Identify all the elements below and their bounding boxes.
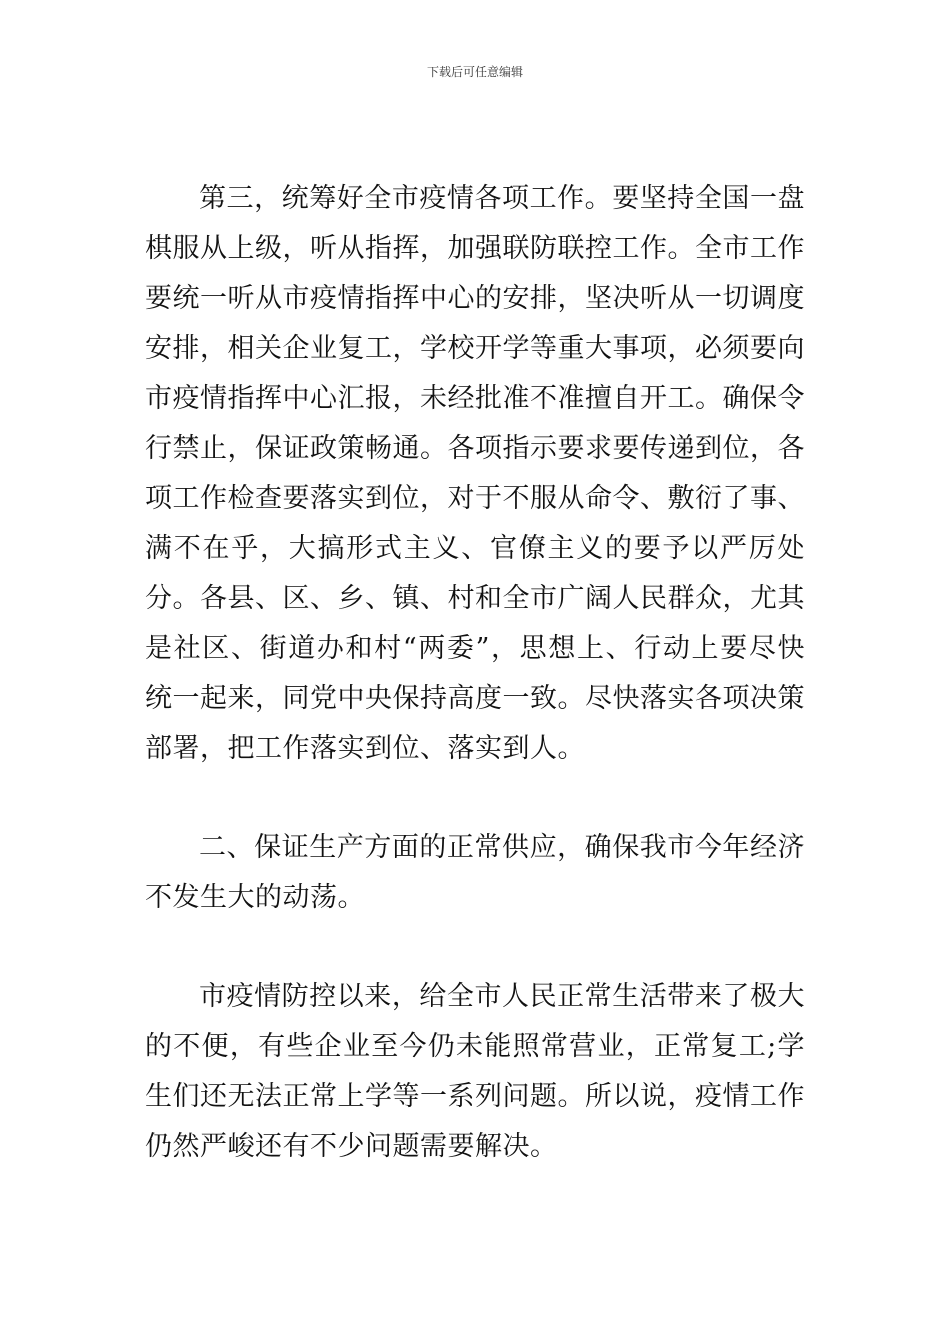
paragraph-impact: 市疫情防控以来，给全市人民正常生活带来了极大的不便，有些企业至今仍未能照常营业，正常复工;学生们还无法正常上学等一系列问题。所以说，疫情工作仍然严峻还有不少问题需要解决。 xyxy=(145,981,805,1162)
paragraph-section-heading: 二、保证生产方面的正常供应，确保我市今年经济不发生大的动荡。 xyxy=(145,832,805,913)
page-header: 下载后可任意编辑 xyxy=(426,65,523,79)
paragraph-coordination: 第三，统筹好全市疫情各项工作。要坚持全国一盘棋服从上级，听从指挥，加强联防联控工作。全市工作要统一听从市疫情指挥中心的安排，坚决听从一切调度安排，相关企业复工，学校开学等重大事项，必须要向市疫情指挥中心汇报，未经批准不准擅自开工。确保令行禁止，保证政策畅通。各项指示要求要传递到位，各项工作检查要落实到位，对于不服从命令、敷衍了事、满不在乎，大搞形式主义、官僚主义的要予以严厉处分。各县、区、乡、镇、村和全市广阔人民群众，尤其是社区、街道办和村“两委”，思想上、行动上要尽快统一起来，同党中央保持高度一致。尽快落实各项决策部署，把工作落实到位、落实到人。 xyxy=(145,183,805,764)
